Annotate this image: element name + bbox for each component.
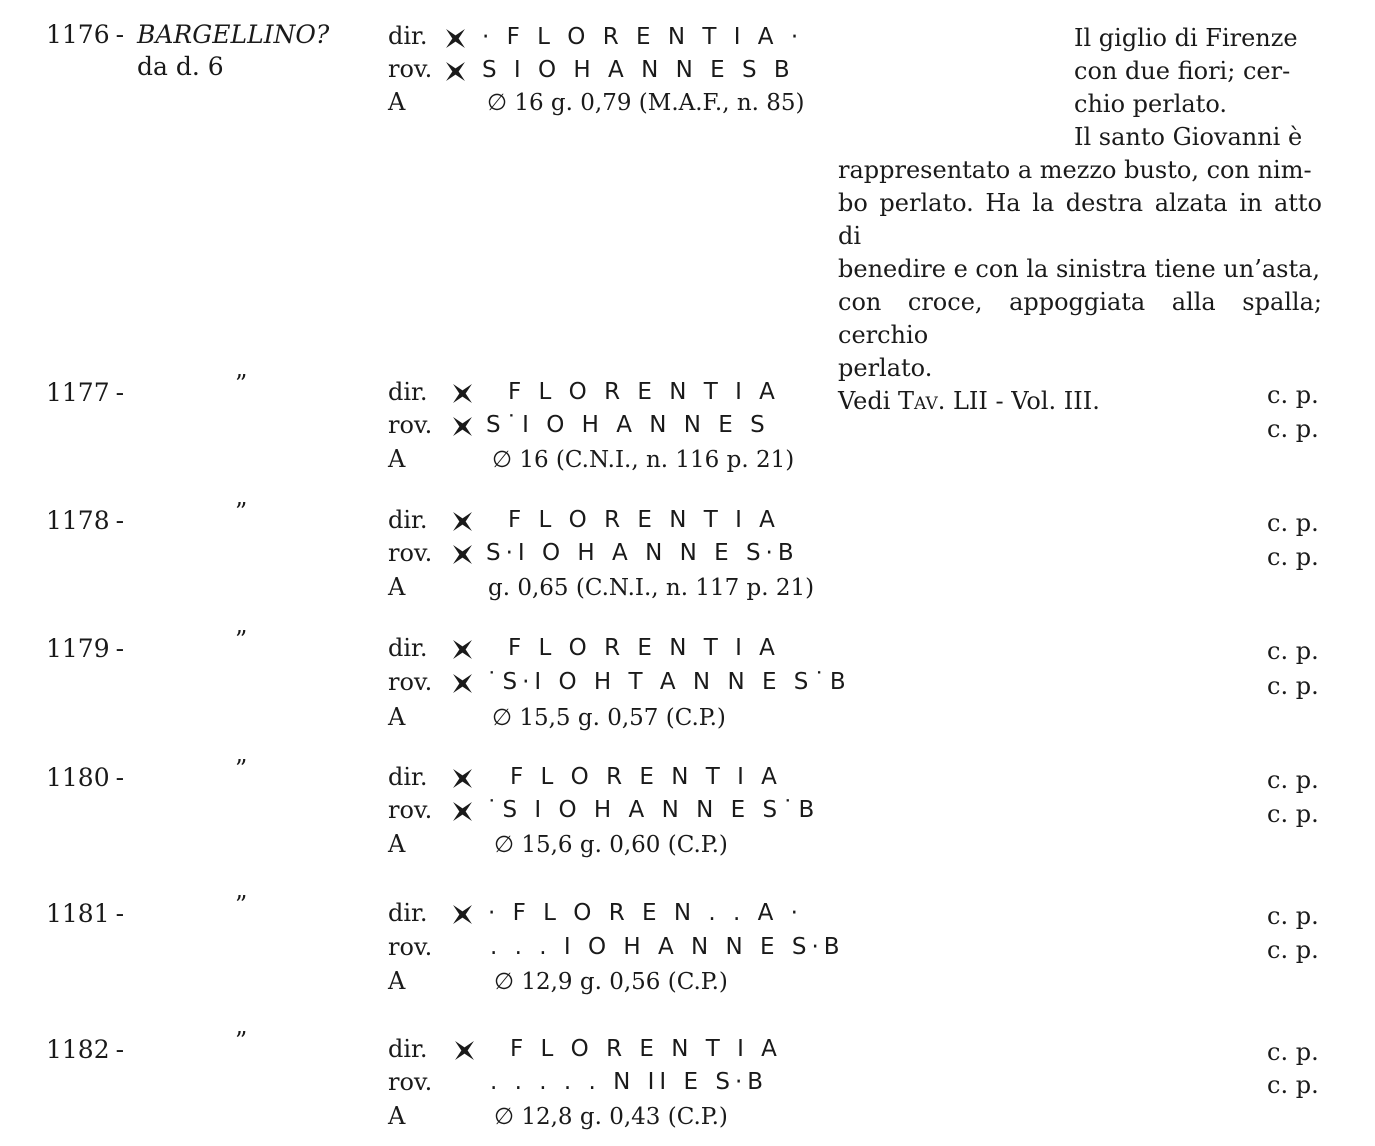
cp-note: c. p. xyxy=(1267,543,1319,571)
cp-note: c. p. xyxy=(1267,800,1319,828)
cp-note: c. p. xyxy=(1267,766,1319,794)
ditto-mark: ” xyxy=(235,626,248,654)
cross-icon xyxy=(452,768,473,789)
rov-label: rov. xyxy=(388,668,433,696)
rov-label: rov. xyxy=(388,933,433,961)
metal-label: A xyxy=(388,1102,406,1130)
metal-label: A xyxy=(388,967,406,995)
coin-metadata: g. 0,65 (C.N.I., n. 117 p. 21) xyxy=(488,575,815,601)
description-line: bo perlato. Ha la destra alzata in atto di xyxy=(838,189,1322,250)
entry-number-value: 1181 xyxy=(46,899,110,928)
description-line: con croce, appoggiata alla spalla; cerchio xyxy=(838,288,1322,349)
coin-metadata: ∅ 12,9 g. 0,56 (C.P.) xyxy=(494,969,728,995)
plate-reference-suffix: LII - Vol. III. xyxy=(945,387,1100,415)
cp-note: c. p. xyxy=(1267,1038,1319,1066)
entry-number xyxy=(46,20,124,49)
dir-label: dir. xyxy=(388,1035,428,1063)
rov-legend: . . . I O H A N N E S·B xyxy=(490,934,845,960)
entry-number xyxy=(46,1035,124,1064)
coin-metadata: ∅ 12,8 g. 0,43 (C.P.) xyxy=(494,1104,728,1130)
entry-dash: - xyxy=(115,763,125,792)
cp-note: c. p. xyxy=(1267,381,1319,409)
cross-icon xyxy=(452,544,473,565)
rov-legend: S·I O H A N N E S·B xyxy=(486,540,799,566)
cross-icon xyxy=(452,511,473,532)
dir-label: dir. xyxy=(388,378,428,406)
entry-number-value: 1179 xyxy=(46,634,110,663)
entry-number xyxy=(46,899,124,928)
cross-icon xyxy=(452,673,473,694)
entry-number-value: 1180 xyxy=(46,763,110,792)
rov-legend: S˙I O H A N N E S xyxy=(486,412,770,438)
entry-dash: - xyxy=(115,20,125,49)
dir-label: dir. xyxy=(388,899,428,927)
dir-legend: F L O R E N T I A xyxy=(508,635,780,661)
cp-note: c. p. xyxy=(1267,902,1319,930)
dir-label: dir. xyxy=(388,634,428,662)
ditto-mark: ” xyxy=(235,1027,248,1055)
entry-dash: - xyxy=(115,634,125,663)
rov-legend: S I O H A N N E S B xyxy=(482,57,795,83)
cp-note: c. p. xyxy=(1267,936,1319,964)
rov-legend: . . . . . N II E S·B xyxy=(490,1069,769,1095)
cross-icon xyxy=(445,61,466,82)
metal-label: A xyxy=(388,88,406,116)
description-line: chio perlato. xyxy=(1074,90,1227,118)
description-line: rappresentato a mezzo busto, con nim- xyxy=(838,156,1312,184)
rov-label: rov. xyxy=(388,539,433,567)
dir-legend: · F L O R E N . . A · xyxy=(488,900,803,926)
description-line: Il giglio di Firenze xyxy=(1074,24,1298,52)
cross-icon xyxy=(454,1040,475,1061)
ditto-mark: ” xyxy=(235,891,248,919)
entry-number-value: 1176 xyxy=(46,20,110,49)
description-line: benedire e con la sinistra tiene un’asta, xyxy=(838,255,1321,283)
ditto-mark: ” xyxy=(235,755,248,783)
coin-metadata: ∅ 15,6 g. 0,60 (C.P.) xyxy=(494,832,728,858)
ditto-mark: ” xyxy=(235,370,248,398)
plate-reference-prefix: Vedi xyxy=(838,387,898,415)
dir-label: dir. xyxy=(388,763,428,791)
entry-number xyxy=(46,763,124,792)
plate-reference-tav: Tav. xyxy=(898,387,946,415)
entry-number xyxy=(46,506,124,535)
cp-note: c. p. xyxy=(1267,509,1319,537)
cp-note: c. p. xyxy=(1267,672,1319,700)
rov-label: rov. xyxy=(388,796,433,824)
description-line: perlato. xyxy=(838,354,933,382)
rov-legend: ˙S I O H A N N E S˙B xyxy=(486,797,820,823)
entry-dash: - xyxy=(115,899,125,928)
dir-legend: F L O R E N T I A xyxy=(508,507,780,533)
cp-note: c. p. xyxy=(1267,1071,1319,1099)
metal-label: A xyxy=(388,703,406,731)
dir-legend: F L O R E N T I A xyxy=(508,379,780,405)
dir-label: dir. xyxy=(388,506,428,534)
cross-icon xyxy=(452,639,473,660)
dir-legend: F L O R E N T I A xyxy=(510,764,782,790)
entry-title: BARGELLINO? xyxy=(137,20,330,49)
cp-note: c. p. xyxy=(1267,637,1319,665)
entry-dash: - xyxy=(115,378,125,407)
rov-label: rov. xyxy=(388,1068,433,1096)
dir-legend: · F L O R E N T I A · xyxy=(482,24,804,50)
cross-icon xyxy=(452,904,473,925)
entry-number xyxy=(46,634,124,663)
entry-number-value: 1178 xyxy=(46,506,110,535)
cross-icon xyxy=(452,383,473,404)
coin-metadata: ∅ 16 (C.N.I., n. 116 p. 21) xyxy=(492,447,795,473)
cross-icon xyxy=(445,28,466,49)
plate-reference xyxy=(838,385,1322,418)
coin-metadata: ∅ 16 g. 0,79 (M.A.F., n. 85) xyxy=(487,90,805,116)
ditto-mark: ” xyxy=(235,498,248,526)
coin-description xyxy=(838,22,1322,418)
entry-dash: - xyxy=(115,1035,125,1064)
cross-icon xyxy=(452,801,473,822)
description-line: Il santo Giovanni è xyxy=(1074,123,1303,151)
entry-number-value: 1182 xyxy=(46,1035,110,1064)
metal-label: A xyxy=(388,445,406,473)
dir-legend: F L O R E N T I A xyxy=(510,1036,782,1062)
metal-label: A xyxy=(388,573,406,601)
rov-legend: ˙S·I O H T A N N E S˙B xyxy=(486,669,851,695)
entry-number-value: 1177 xyxy=(46,378,110,407)
entry-number xyxy=(46,378,124,407)
description-line: con due fiori; cer- xyxy=(1074,57,1291,85)
cross-icon xyxy=(452,416,473,437)
rov-label: rov. xyxy=(388,55,433,83)
coin-metadata: ∅ 15,5 g. 0,57 (C.P.) xyxy=(492,705,726,731)
entry-subtitle: da d. 6 xyxy=(137,52,224,81)
cp-note: c. p. xyxy=(1267,415,1319,443)
metal-label: A xyxy=(388,830,406,858)
dir-label: dir. xyxy=(388,22,428,50)
entry-dash: - xyxy=(115,506,125,535)
rov-label: rov. xyxy=(388,411,433,439)
